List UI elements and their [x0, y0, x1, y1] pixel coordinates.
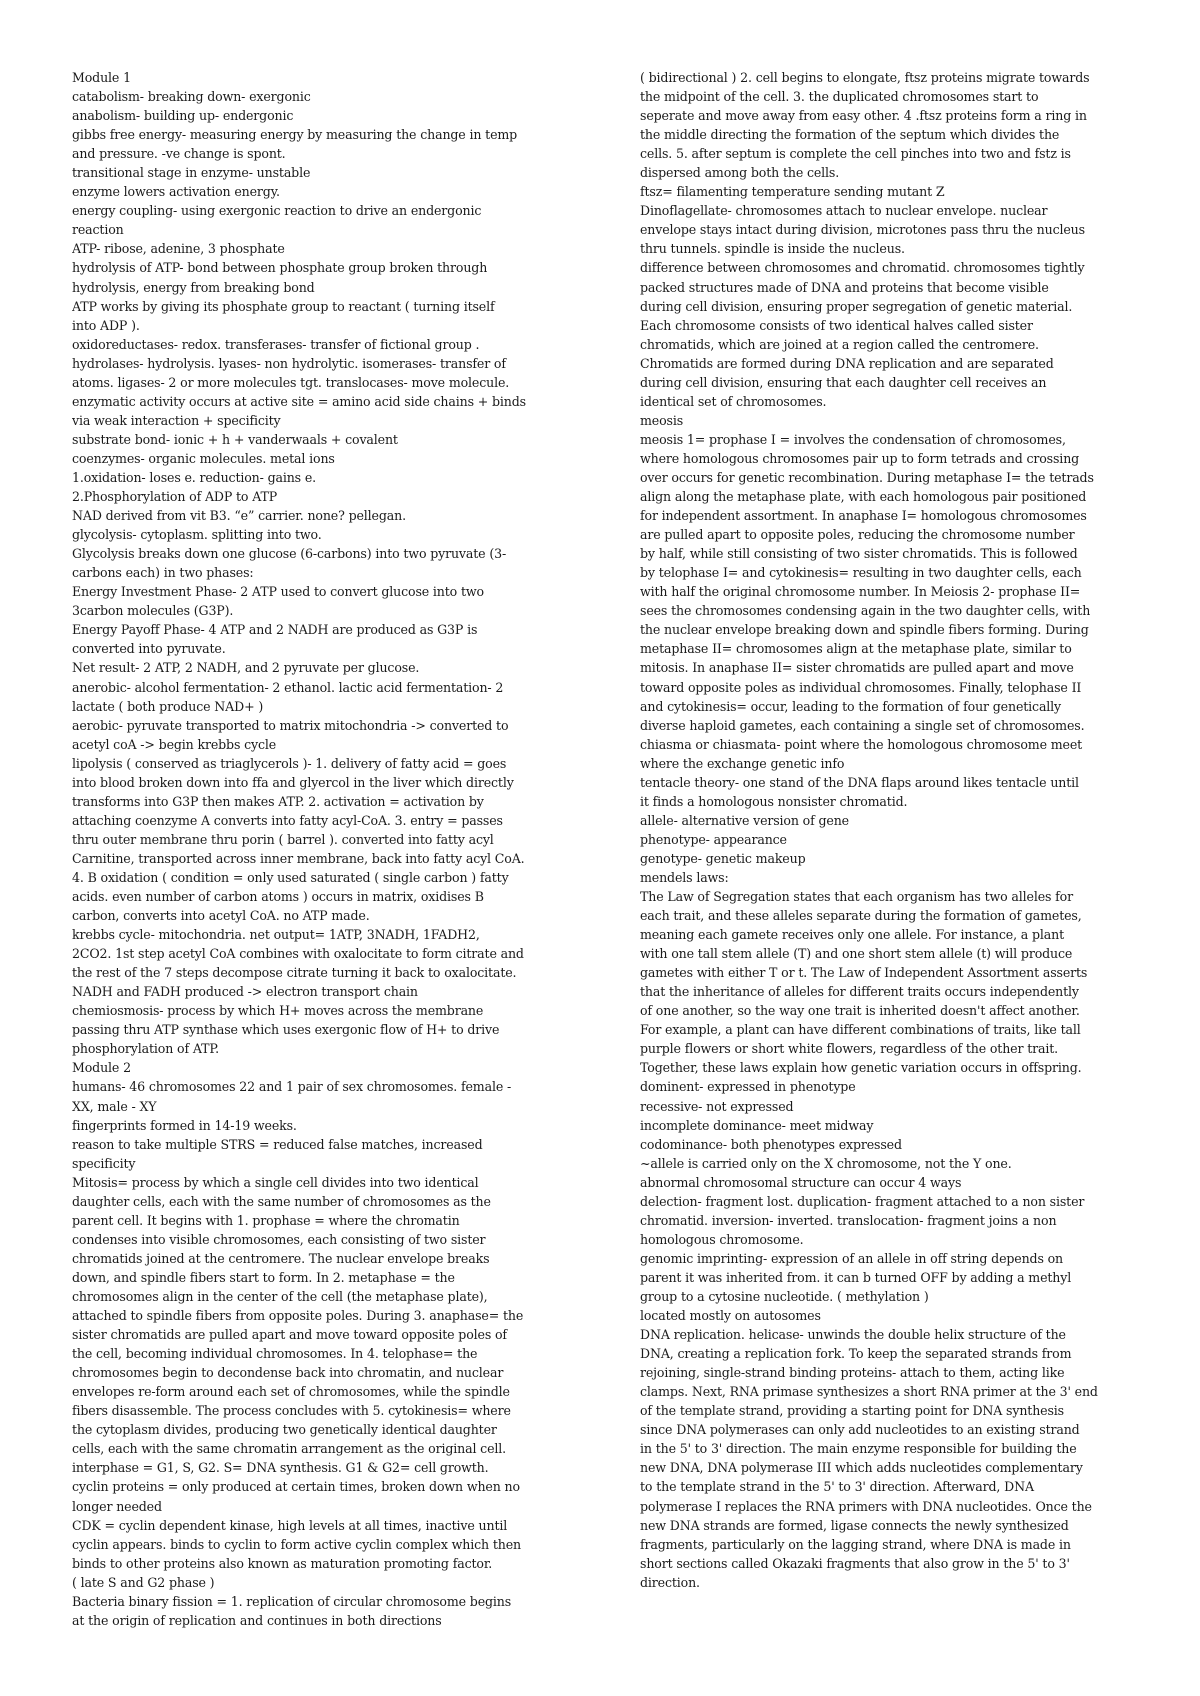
text-line: coenzymes- organic molecules. metal ions [72, 450, 335, 466]
text-line: to the template strand in the 5' to 3' direction. Afterward, DNA [640, 1479, 1034, 1495]
text-line: into blood broken down into ffa and glyercol in the liver which directly [72, 774, 514, 790]
text-line: sees the chromosomes condensing again in the two daughter cells, with [640, 603, 1091, 619]
text-line: the nuclear envelope breaking down and spindle fibers forming. During [640, 622, 1089, 638]
text-line: during cell division, ensuring that each daughter cell receives an [640, 374, 1047, 390]
text-line: codominance- both phenotypes expressed [640, 1136, 902, 1152]
text-line: meosis [640, 412, 684, 428]
text-line: gametes with either T or t. The Law of Independent Assortment asserts [640, 965, 1088, 981]
right-text-column [640, 68, 1138, 1592]
text-line: cyclin appears. binds to cyclin to form active cyclin complex which then [72, 1536, 521, 1552]
text-line: 2CO2. 1st step acetyl CoA combines with oxalocitate to form citrate and [72, 946, 524, 962]
text-line: Module 1 [72, 70, 131, 85]
text-line: thru tunnels. spindle is inside the nucleus. [640, 241, 905, 257]
text-line: daughter cells, each with the same number of chromosomes as the [72, 1193, 491, 1209]
text-line: polymerase I replaces the RNA primers with DNA nucleotides. Once the [640, 1498, 1092, 1514]
text-line: new DNA, DNA polymerase III which adds nucleotides complementary [640, 1460, 1083, 1476]
text-line: lactate ( both produce NAD+ ) [72, 698, 264, 714]
text-line: parent cell. It begins with 1. prophase = where the chromatin [72, 1212, 460, 1228]
text-line: chromatid. inversion- inverted. translocation- fragment joins a non [640, 1212, 1057, 1228]
text-line: the cell, becoming individual chromosomes. In 4. telophase= the [72, 1346, 478, 1362]
text-line: atoms. ligases- 2 or more molecules tgt. translocases- move molecule. [72, 374, 510, 390]
text-line: meaning each gamete receives only one allele. For instance, a plant [640, 927, 1065, 943]
text-line: purple flowers or short white flowers, regardless of the other trait. [640, 1041, 1058, 1057]
text-line: Bacteria binary fission = 1. replication of circular chromosome begins [72, 1593, 512, 1609]
text-line: Carnitine, transported across inner membrane, back into fatty acyl CoA. [72, 850, 525, 866]
text-line: krebbs cycle- mitochondria. net output= 1ATP, 3NADH, 1FADH2, [72, 927, 480, 943]
text-line: passing thru ATP synthase which uses exergonic flow of H+ to drive [72, 1022, 500, 1038]
text-line: lipolysis ( conserved as triaglycerols )- 1. delivery of fatty acid = goes [72, 755, 507, 771]
text-line: For example, a plant can have different combinations of traits, like tall [640, 1022, 1081, 1038]
text-line: that the inheritance of alleles for different traits occurs independently [640, 984, 1079, 1000]
text-line: packed structures made of DNA and proteins that become visible [640, 279, 1049, 295]
text-line: down, and spindle fibers start to form. In 2. metaphase = the [72, 1269, 455, 1285]
text-line: ATP- ribose, adenine, 3 phosphate [72, 241, 285, 257]
text-line: the rest of the 7 steps decompose citrate turning it back to oxalocitate. [72, 965, 517, 981]
text-line: envelopes re-form around each set of chromosomes, while the spindle [72, 1384, 510, 1400]
text-line: identical set of chromosomes. [640, 393, 827, 409]
text-line: where the exchange genetic info [640, 755, 845, 771]
text-line: mendels laws: [640, 869, 729, 885]
text-line: chromatids, which are joined at a region called the centromere. [640, 336, 1039, 352]
text-line: 3carbon molecules (G3P). [72, 603, 234, 619]
text-line: humans- 46 chromosomes 22 and 1 pair of sex chromosomes. female - [72, 1079, 512, 1095]
text-line: enzyme lowers activation energy. [72, 184, 280, 200]
text-line: diverse haploid gametes, each containing a single set of chromosomes. [640, 717, 1085, 733]
text-line: Module 2 [72, 1060, 131, 1076]
text-line: Energy Payoff Phase- 4 ATP and 2 NADH are produced as G3P is [72, 622, 478, 638]
text-line: with half the original chromosome number. In Meiosis 2- prophase II= [640, 584, 1081, 600]
text-line: where homologous chromosomes pair up to form tetrads and crossing [640, 450, 1080, 466]
text-line: Together, these laws explain how genetic variation occurs in offspring. [640, 1060, 1082, 1076]
text-line: interphase = G1, S, G2. S= DNA synthesis. G1 & G2= cell growth. [72, 1460, 489, 1476]
text-line: gibbs free energy- measuring energy by measuring the change in temp [72, 127, 518, 143]
text-line: align along the metaphase plate, with each homologous pair positioned [640, 489, 1087, 505]
text-line: Net result- 2 ATP, 2 NADH, and 2 pyruvate per glucose. [72, 660, 420, 676]
text-line: anerobic- alcohol fermentation- 2 ethanol. lactic acid fermentation- 2 [72, 679, 504, 695]
text-line: via weak interaction + specificity [72, 412, 281, 428]
text-line: catabolism- breaking down- exergonic [72, 89, 311, 105]
text-line: clamps. Next, RNA primase synthesizes a short RNA primer at the 3' end [640, 1384, 1098, 1400]
text-line: DNA replication. helicase- unwinds the double helix structure of the [640, 1327, 1066, 1343]
text-line: anabolism- building up- endergonic [72, 108, 294, 124]
text-line: and cytokinesis= occur, leading to the formation of four genetically [640, 698, 1062, 714]
text-line: since DNA polymerases can only add nucleotides to an existing strand [640, 1422, 1080, 1438]
text-line: genomic imprinting- expression of an allele in off string depends on [640, 1250, 1064, 1266]
text-line: mitosis. In anaphase II= sister chromatids are pulled apart and move [640, 660, 1074, 676]
text-line: cells, each with the same chromatin arrangement as the original cell. [72, 1441, 506, 1457]
text-line: new DNA strands are formed, ligase connects the newly synthesized [640, 1517, 1069, 1533]
text-line: 2.Phosphorylation of ADP to ATP [72, 489, 278, 505]
text-line: hydrolases- hydrolysis. lyases- non hydrolytic. isomerases- transfer of [72, 355, 506, 371]
text-line: Each chromosome consists of two identical halves called sister [640, 317, 1033, 333]
left-text-column [72, 68, 570, 1630]
text-line: chemiosmosis- process by which H+ moves across the membrane [72, 1003, 484, 1019]
text-line: reaction [72, 222, 124, 238]
text-line: cells. 5. after septum is complete the cell pinches into two and fstz is [640, 146, 1071, 162]
text-line: direction. [640, 1574, 700, 1590]
text-line: aerobic- pyruvate transported to matrix mitochondria -> converted to [72, 717, 509, 733]
text-line: acids. even number of carbon atoms ) occurs in matrix, oxidises B [72, 889, 484, 905]
text-line: Chromatids are formed during DNA replication and are separated [640, 355, 1054, 371]
text-line: ( bidirectional ) 2. cell begins to elongate, ftsz proteins migrate towards [640, 70, 1090, 85]
text-line: seperate and move away from easy other. 4 .ftsz proteins form a ring in [640, 108, 1087, 124]
text-line: phenotype- appearance [640, 831, 787, 847]
text-line: group to a cytosine nucleotide. ( methylation ) [640, 1289, 929, 1304]
text-line: tentacle theory- one stand of the DNA flaps around likes tentacle until [640, 774, 1079, 790]
text-line: abnormal chromosomal structure can occur 4 ways [640, 1174, 962, 1190]
text-line: NADH and FADH produced -> electron transport chain [72, 984, 418, 1000]
text-line: metaphase II= chromosomes align at the metaphase plate, similar to [640, 641, 1072, 657]
text-line: during cell division, ensuring proper segregation of genetic material. [640, 298, 1073, 314]
text-line: each trait, and these alleles separate during the formation of gametes, [640, 908, 1082, 924]
text-line: carbon, converts into acetyl CoA. no ATP made. [72, 908, 370, 924]
text-line: over occurs for genetic recombination. During metaphase I= the tetrads [640, 469, 1094, 485]
text-line: Energy Investment Phase- 2 ATP used to convert glucose into two [72, 584, 484, 600]
text-line: CDK = cyclin dependent kinase, high levels at all times, inactive until [72, 1517, 508, 1533]
text-line: the middle directing the formation of the septum which divides the [640, 127, 1060, 143]
text-line: ATP works by giving its phosphate group to reactant ( turning itself [72, 298, 495, 314]
text-line: it finds a homologous nonsister chromatid. [640, 793, 908, 809]
text-line: transforms into G3P then makes ATP. 2. activation = activation by [72, 793, 484, 809]
text-line: NAD derived from vit B3. “e” carrier. none? pellegan. [72, 508, 406, 524]
text-line: thru outer membrane thru porin ( barrel ). converted into fatty acyl [72, 831, 494, 847]
text-line: transitional stage in enzyme- unstable [72, 165, 311, 181]
text-line: ( late S and G2 phase ) [72, 1574, 215, 1590]
text-line: binds to other proteins also known as maturation promoting factor. [72, 1555, 493, 1571]
text-line: longer needed [72, 1498, 162, 1514]
text-line: at the origin of replication and continues in both directions [72, 1612, 442, 1628]
text-line: chromosomes align in the center of the cell (the metaphase plate), [72, 1289, 488, 1304]
text-line: with one tall stem allele (T) and one short stem allele (t) will produce [640, 946, 1073, 962]
text-line: incomplete dominance- meet midway [640, 1117, 874, 1133]
text-line: chromosomes begin to decondense back into chromatin, and nuclear [72, 1365, 504, 1381]
text-line: parent it was inherited from. it can b turned OFF by adding a methyl [640, 1269, 1072, 1285]
text-line: substrate bond- ionic + h + vanderwaals + covalent [72, 431, 398, 447]
text-line: and pressure. -ve change is spont. [72, 146, 286, 162]
text-line: XX, male - XY [72, 1098, 157, 1114]
text-line: dominent- expressed in phenotype [640, 1079, 856, 1095]
text-line: sister chromatids are pulled apart and move toward opposite poles of [72, 1327, 507, 1343]
text-line: energy coupling- using exergonic reaction to drive an endergonic [72, 203, 482, 219]
text-line: ~allele is carried only on the X chromosome, not the Y one. [640, 1155, 1012, 1171]
text-line: genotype- genetic makeup [640, 850, 806, 866]
text-line: of the template strand, providing a starting point for DNA synthesis [640, 1403, 1064, 1419]
text-line: The Law of Segregation states that each organism has two alleles for [640, 889, 1073, 905]
text-line: homologous chromosome. [640, 1231, 804, 1247]
text-line: condenses into visible chromosomes, each consisting of two sister [72, 1231, 486, 1247]
text-line: 1.oxidation- loses e. reduction- gains e. [72, 469, 317, 485]
text-line: by half, while still consisting of two sister chromatids. This is followed [640, 546, 1078, 562]
text-line: Dinoflagellate- chromosomes attach to nuclear envelope. nuclear [640, 203, 1048, 219]
text-line: carbons each) in two phases: [72, 565, 254, 581]
text-line: the cytoplasm divides, producing two genetically identical daughter [72, 1422, 497, 1438]
text-line: fragments, particularly on the lagging strand, where DNA is made in [640, 1536, 1071, 1552]
text-line: acetyl coA -> begin krebbs cycle [72, 736, 277, 752]
text-line: oxidoreductases- redox. transferases- transfer of fictional group . [72, 336, 480, 352]
text-line: the midpoint of the cell. 3. the duplicated chromosomes start to [640, 89, 1039, 105]
text-line: glycolysis- cytoplasm. splitting into two. [72, 527, 322, 543]
text-line: specificity [72, 1155, 136, 1171]
text-line: hydrolysis, energy from breaking bond [72, 279, 315, 295]
text-line: 4. B oxidation ( condition = only used saturated ( single carbon ) fatty [72, 869, 509, 885]
text-line: chromatids joined at the centromere. The nuclear envelope breaks [72, 1250, 490, 1266]
text-line: recessive- not expressed [640, 1098, 794, 1114]
text-line: chiasma or chiasmata- point where the homologous chromosome meet [640, 736, 1083, 752]
text-line: fingerprints formed in 14-19 weeks. [72, 1117, 297, 1133]
text-line: into ADP ). [72, 317, 140, 333]
text-line: in the 5' to 3' direction. The main enzyme responsible for building the [640, 1441, 1077, 1457]
text-line: enzymatic activity occurs at active site = amino acid side chains + binds [72, 393, 526, 409]
text-line: for independent assortment. In anaphase I= homologous chromosomes [640, 508, 1087, 524]
text-line: phosphorylation of ATP. [72, 1041, 219, 1057]
text-line: converted into pyruvate. [72, 641, 226, 657]
text-line: Glycolysis breaks down one glucose (6-carbons) into two pyruvate (3- [72, 546, 507, 562]
text-line: delection- fragment lost. duplication- fragment attached to a non sister [640, 1193, 1085, 1209]
text-line: difference between chromosomes and chromatid. chromosomes tightly [640, 260, 1085, 276]
text-line: meosis 1= prophase I = involves the condensation of chromosomes, [640, 431, 1066, 447]
text-line: rejoining, single-strand binding proteins- attach to them, acting like [640, 1365, 1065, 1381]
text-line: allele- alternative version of gene [640, 812, 849, 828]
text-line: envelope stays intact during division, microtones pass thru the nucleus [640, 222, 1085, 238]
text-line: are pulled apart to opposite poles, reducing the chromosome number [640, 527, 1075, 543]
text-line: hydrolysis of ATP- bond between phosphate group broken through [72, 260, 488, 276]
text-line: fibers disassemble. The process concludes with 5. cytokinesis= where [72, 1403, 511, 1419]
text-line: Mitosis= process by which a single cell divides into two identical [72, 1174, 479, 1190]
text-line: DNA, creating a replication fork. To keep the separated strands from [640, 1346, 1072, 1362]
text-line: attached to spindle fibers from opposite poles. During 3. anaphase= the [72, 1308, 524, 1324]
text-line: cyclin proteins = only produced at certain times, broken down when no [72, 1479, 520, 1495]
text-line: ftsz= filamenting temperature sending mutant Z [640, 184, 945, 200]
text-line: located mostly on autosomes [640, 1308, 821, 1324]
text-line: dispersed among both the cells. [640, 165, 840, 181]
text-line: by telophase I= and cytokinesis= resulting in two daughter cells, each [640, 565, 1082, 581]
text-line: reason to take multiple STRS = reduced false matches, increased [72, 1136, 483, 1152]
text-line: short sections called Okazaki fragments that also grow in the 5' to 3' [640, 1555, 1070, 1571]
text-line: toward opposite poles as individual chromosomes. Finally, telophase II [640, 679, 1082, 695]
text-line: attaching coenzyme A converts into fatty acyl-CoA. 3. entry = passes [72, 812, 503, 828]
text-line: of one another, so the way one trait is inherited doesn't affect another. [640, 1003, 1080, 1019]
